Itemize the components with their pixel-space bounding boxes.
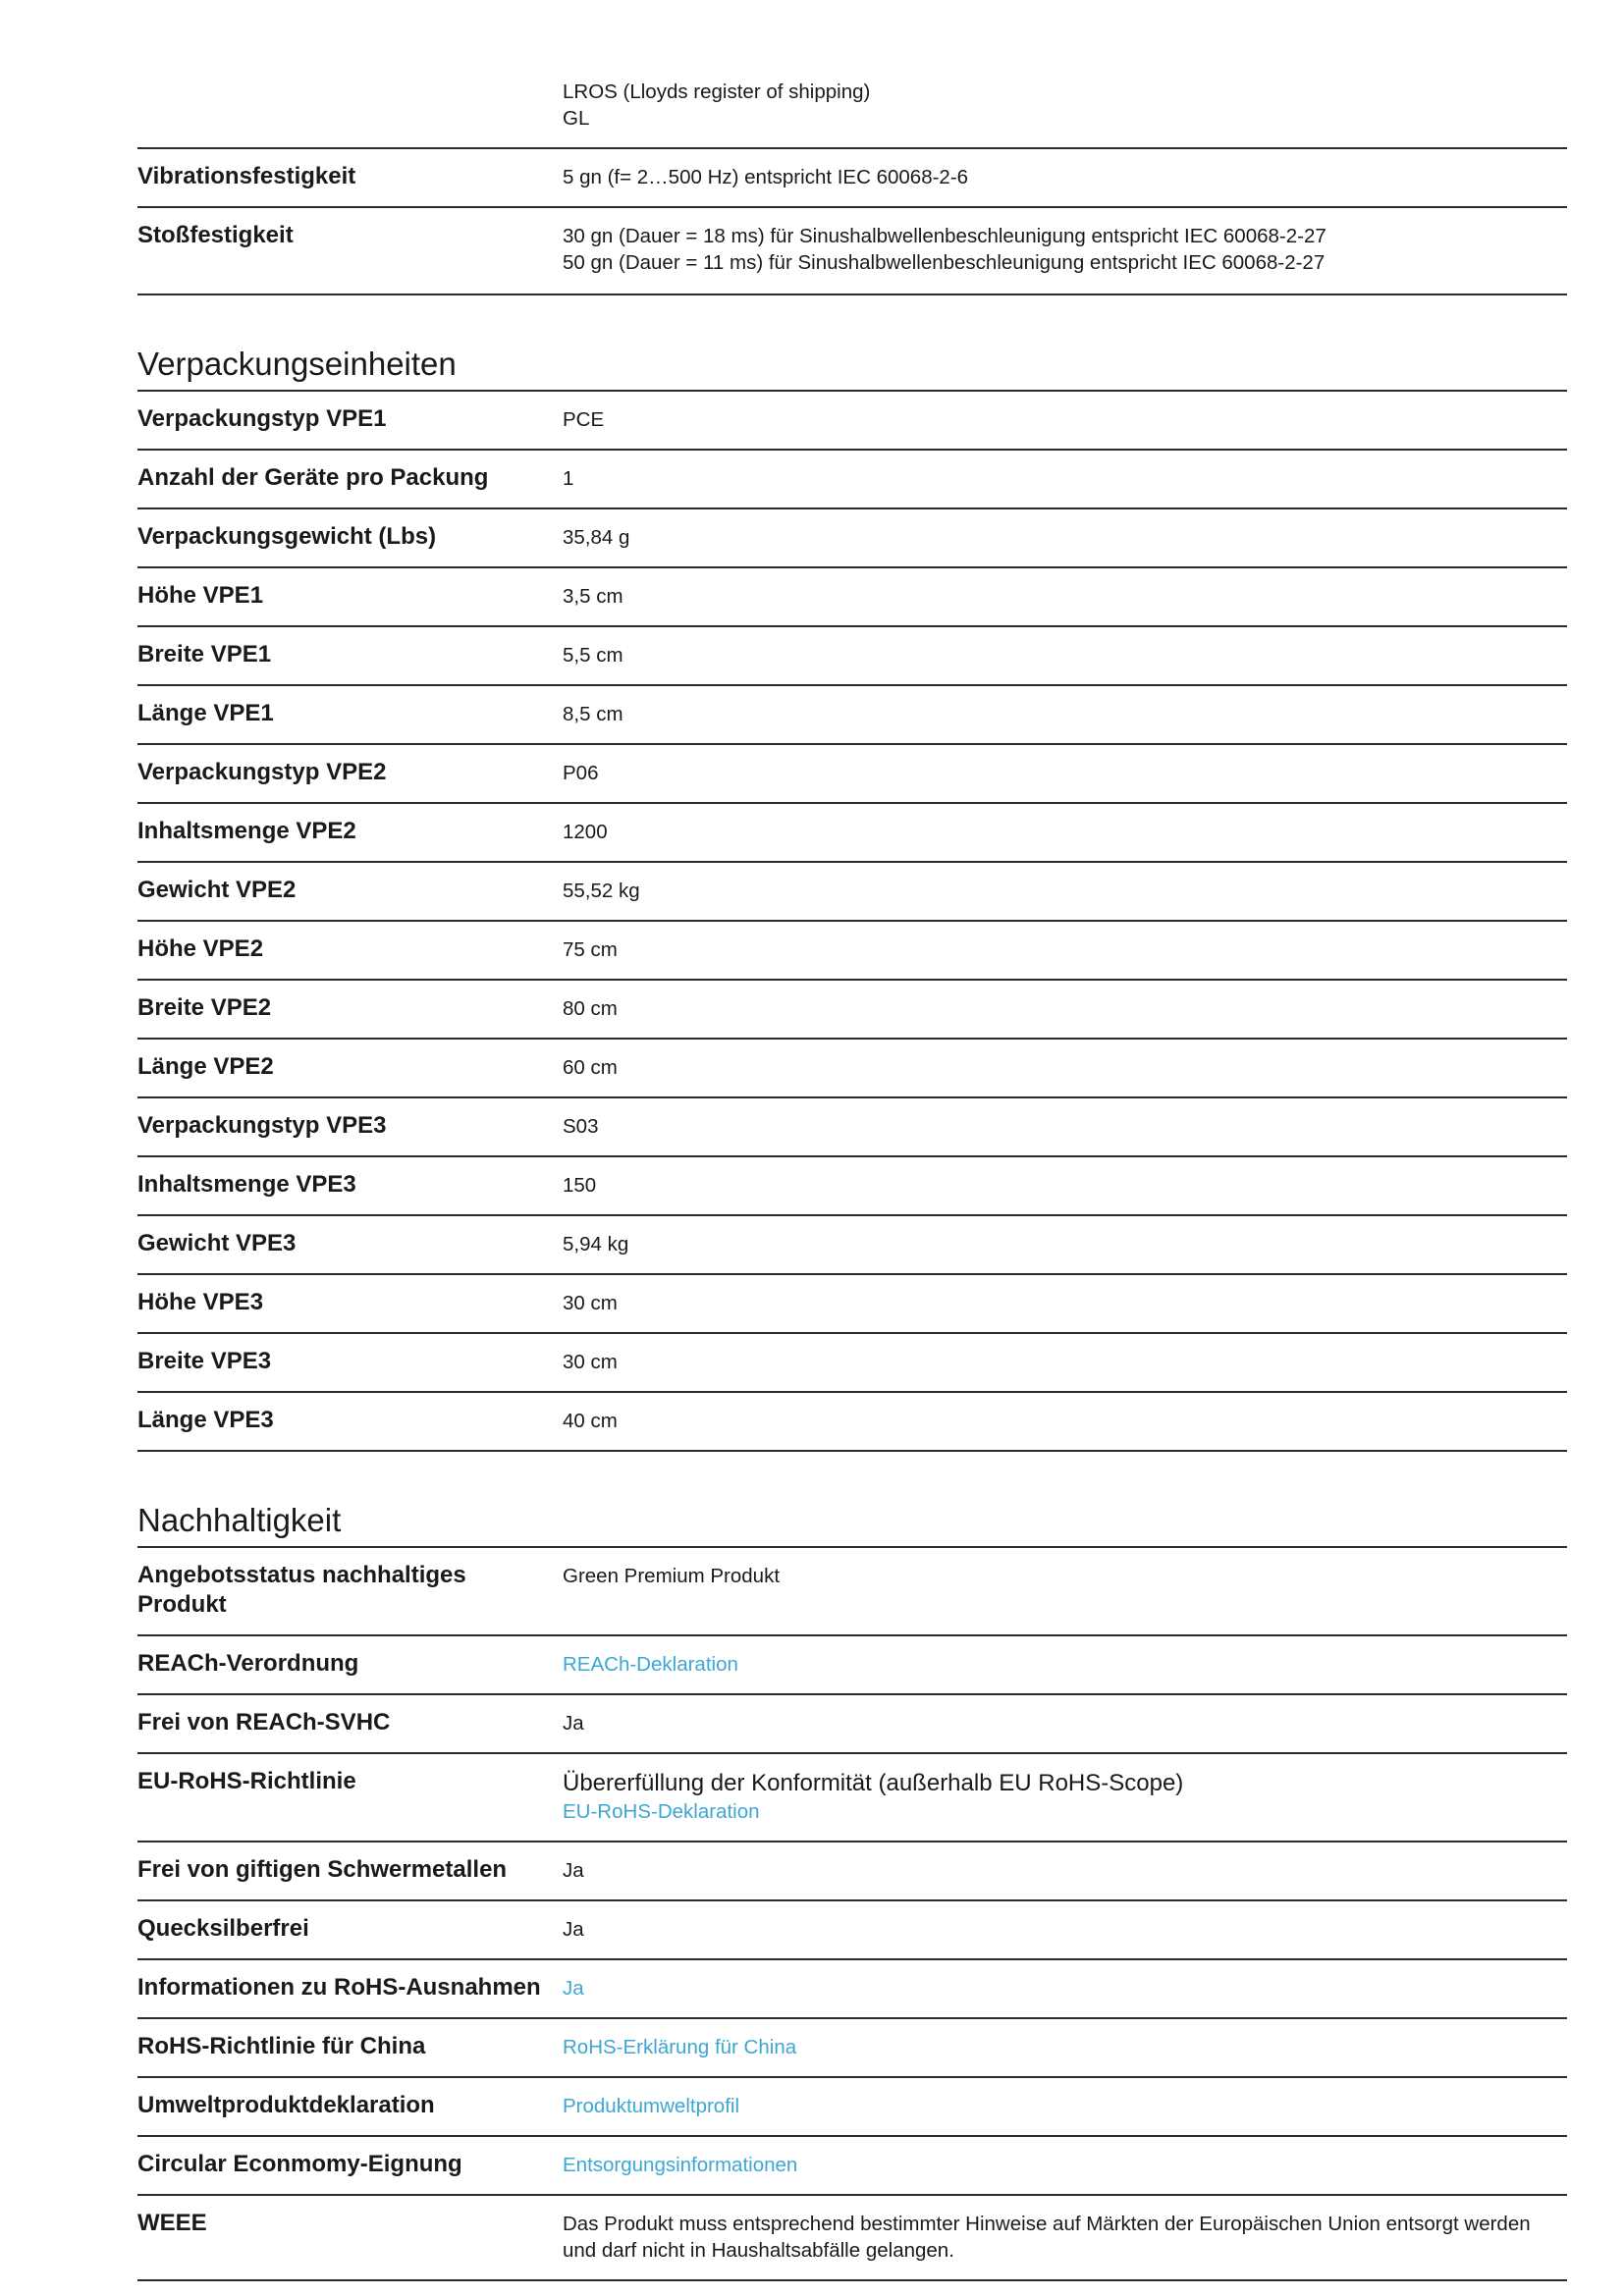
spec-value-text: 1	[563, 467, 574, 490]
spec-value	[563, 922, 1567, 979]
spec-row	[137, 1548, 1567, 1636]
spec-value	[563, 392, 1567, 449]
spec-row	[137, 1901, 1567, 1960]
spec-value-text: Übererfüllung der Konformität (außerhalb EU RoHS-Scope)	[563, 1770, 1184, 1796]
spec-value-link[interactable]: EU-RoHS-Deklaration	[563, 1800, 760, 1823]
spec-label: Frei von giftigen Schwermetallen	[137, 1856, 508, 1883]
spec-value-text: 35,84 g	[563, 526, 630, 549]
spec-value-text: 1200	[563, 821, 608, 843]
spec-value	[563, 1960, 1567, 2017]
spec-label: Gewicht VPE3	[137, 1230, 297, 1256]
spec-value	[563, 1636, 1567, 1693]
spec-value	[563, 1842, 1567, 1899]
spec-row	[137, 451, 1567, 509]
spec-label: Verpackungstyp VPE2	[137, 759, 387, 785]
spec-value-text: 55,52 kg	[563, 880, 640, 902]
spec-row	[137, 1098, 1567, 1157]
spec-label: Höhe VPE3	[137, 1289, 264, 1315]
spec-label: Anzahl der Geräte pro Packung	[137, 464, 489, 491]
spec-value	[563, 804, 1567, 861]
spec-row	[137, 1040, 1567, 1098]
spec-row	[137, 1216, 1567, 1275]
spec-row	[137, 1842, 1567, 1901]
spec-value-text: 5,5 cm	[563, 644, 623, 667]
spec-row	[137, 1393, 1567, 1452]
spec-value-line: 5 gn (f= 2…500 Hz) entspricht IEC 60068-2-6	[563, 166, 969, 188]
spec-label: Höhe VPE1	[137, 582, 264, 609]
spec-row	[137, 1636, 1567, 1695]
spec-value-text: P06	[563, 762, 599, 784]
section-title-sustainability: Nachhaltigkeit	[137, 1452, 1567, 1548]
spec-row	[137, 568, 1567, 627]
spec-value-line: LROS (Lloyds register of shipping)	[563, 80, 871, 103]
spec-label: EU-RoHS-Richtlinie	[137, 1768, 356, 1794]
spec-value	[563, 2078, 1567, 2135]
spec-label: WEEE	[137, 2210, 207, 2236]
spec-value-text: Ja	[563, 1712, 584, 1735]
spec-value-certifications	[563, 79, 870, 147]
spec-value-text: Ja	[563, 1918, 584, 1941]
spec-row-shock	[137, 208, 1567, 295]
spec-value	[563, 2019, 1567, 2076]
spec-value-text: Ja	[563, 1859, 584, 1882]
spec-label: Höhe VPE2	[137, 935, 264, 962]
spec-value-text: 8,5 cm	[563, 703, 623, 725]
spec-row	[137, 1334, 1567, 1393]
spec-row	[137, 2196, 1567, 2281]
spec-value-text: 30 cm	[563, 1351, 618, 1373]
section-title-packaging: Verpackungseinheiten	[137, 295, 1567, 392]
spec-value-line: 30 gn (Dauer = 18 ms) für Sinushalbwellenbeschleunigung entspricht IEC 60068-2-27	[563, 225, 1326, 247]
spec-value-link[interactable]: Produktumweltprofil	[563, 2095, 740, 2117]
spec-value	[563, 627, 1567, 684]
spec-value	[563, 686, 1567, 743]
spec-row	[137, 1695, 1567, 1754]
spec-value	[563, 981, 1567, 1038]
spec-label: Breite VPE1	[137, 641, 272, 667]
spec-row	[137, 2137, 1567, 2196]
spec-label: Verpackungstyp VPE1	[137, 405, 387, 432]
spec-label: Länge VPE2	[137, 1053, 274, 1080]
spec-value	[563, 1695, 1567, 1752]
spec-value-text: PCE	[563, 408, 605, 431]
spec-value-link[interactable]: REACh-Deklaration	[563, 1653, 738, 1676]
spec-value	[563, 1393, 1567, 1450]
spec-value	[563, 208, 1567, 294]
spec-row	[137, 2019, 1567, 2078]
spec-label: Länge VPE1	[137, 700, 274, 726]
spec-label-empty	[137, 79, 563, 147]
spec-value	[563, 745, 1567, 802]
spec-value-text: Green Premium Produkt	[563, 1565, 781, 1587]
spec-value	[563, 1548, 1567, 1634]
packaging-table	[137, 392, 1567, 1452]
spec-row	[137, 981, 1567, 1040]
spec-label: Informationen zu RoHS-Ausnahmen	[137, 1974, 541, 2001]
spec-label: Inhaltsmenge VPE3	[137, 1171, 356, 1198]
spec-row	[137, 1275, 1567, 1334]
sustainability-table	[137, 1548, 1567, 2281]
spec-label: Circular Econmomy-Eignung	[137, 2151, 462, 2177]
spec-value	[563, 1334, 1567, 1391]
spec-value	[563, 1157, 1567, 1214]
spec-value	[563, 1275, 1567, 1332]
spec-value	[563, 2137, 1567, 2194]
spec-label: Verpackungstyp VPE3	[137, 1112, 387, 1139]
spec-label: Verpackungsgewicht (Lbs)	[137, 523, 437, 550]
spec-value-link[interactable]: Entsorgungsinformationen	[563, 2154, 798, 2176]
datasheet-page	[137, 79, 1567, 2281]
spec-label: Breite VPE3	[137, 1348, 272, 1374]
spec-value-text: 40 cm	[563, 1410, 618, 1432]
spec-value-text: S03	[563, 1115, 599, 1138]
spec-label: Vibrationsfestigkeit	[137, 163, 356, 189]
spec-row-certifications-continued	[137, 79, 1567, 149]
spec-label: Umweltproduktdeklaration	[137, 2092, 435, 2118]
spec-row	[137, 1157, 1567, 1216]
spec-label: Breite VPE2	[137, 994, 272, 1021]
spec-value-text: 5,94 kg	[563, 1233, 629, 1255]
spec-row	[137, 1754, 1567, 1842]
spec-label: REACh-Verordnung	[137, 1650, 359, 1677]
spec-value-text: 60 cm	[563, 1056, 618, 1079]
spec-row-vibration	[137, 149, 1567, 208]
spec-value	[563, 1216, 1567, 1273]
spec-value-line: 50 gn (Dauer = 11 ms) für Sinushalbwellenbeschleunigung entspricht IEC 60068-2-27	[563, 251, 1326, 274]
spec-value	[563, 1901, 1567, 1958]
spec-row	[137, 2078, 1567, 2137]
spec-label: Frei von REACh-SVHC	[137, 1709, 391, 1735]
spec-label: Länge VPE3	[137, 1407, 274, 1433]
spec-value	[563, 1040, 1567, 1096]
spec-value-text: 80 cm	[563, 997, 618, 1020]
spec-value-text: 150	[563, 1174, 597, 1197]
spec-label: Angebotsstatus nachhaltiges Produkt	[137, 1562, 466, 1618]
spec-value	[563, 451, 1567, 507]
spec-value	[563, 863, 1567, 920]
spec-row	[137, 745, 1567, 804]
spec-value-text: 75 cm	[563, 938, 618, 961]
spec-row	[137, 509, 1567, 568]
spec-value-text: 30 cm	[563, 1292, 618, 1314]
spec-value-text: 3,5 cm	[563, 585, 623, 608]
spec-row	[137, 804, 1567, 863]
spec-label: Inhaltsmenge VPE2	[137, 818, 356, 844]
spec-row	[137, 863, 1567, 922]
spec-row	[137, 686, 1567, 745]
spec-label: Gewicht VPE2	[137, 877, 297, 903]
spec-row	[137, 627, 1567, 686]
spec-value-line: GL	[563, 107, 590, 130]
spec-row	[137, 922, 1567, 981]
spec-value-text: Das Produkt muss entsprechend bestimmter Hinweise auf Märkten der Europäischen Union entsorgt werden und darf nicht in Haushaltsabfälle gelangen.	[563, 2213, 1531, 2262]
spec-value	[563, 509, 1567, 566]
spec-value	[563, 149, 1567, 206]
spec-row	[137, 392, 1567, 451]
spec-label: Quecksilberfrei	[137, 1915, 309, 1942]
spec-value	[563, 568, 1567, 625]
spec-label: RoHS-Richtlinie für China	[137, 2033, 426, 2059]
spec-value	[563, 1098, 1567, 1155]
spec-value	[563, 2196, 1567, 2279]
spec-value-link[interactable]: RoHS-Erklärung für China	[563, 2036, 797, 2058]
spec-value-link[interactable]: Ja	[563, 1977, 584, 2000]
spec-row	[137, 1960, 1567, 2019]
spec-value	[563, 1754, 1567, 1841]
spec-label: Stoßfestigkeit	[137, 222, 294, 248]
